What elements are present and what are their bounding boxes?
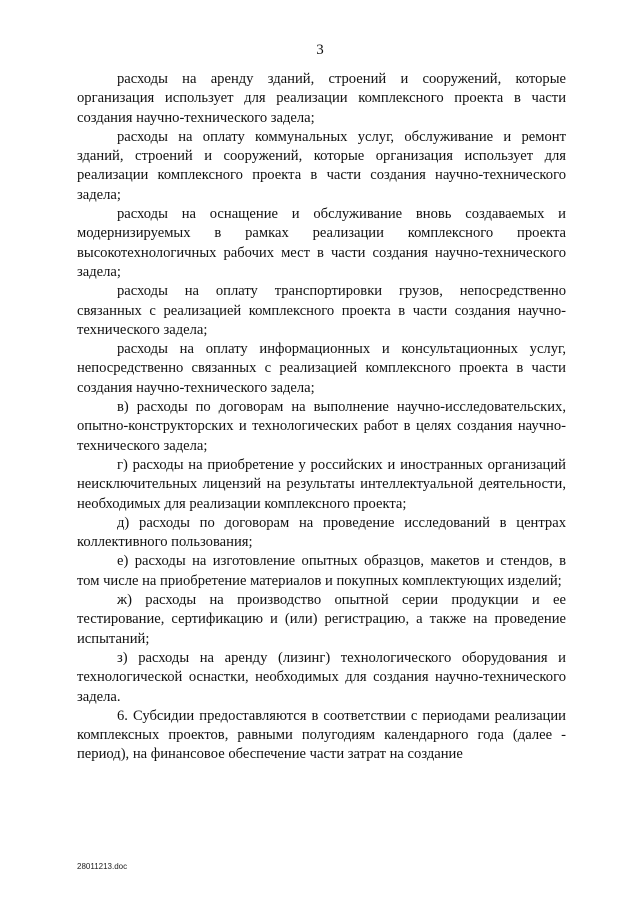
paragraph: расходы на оплату транспортировки грузов, непосредственно связанных с реализацией комплексного проекта в части создания научно-технического задела;	[77, 283, 566, 338]
paragraph: расходы на оснащение и обслуживание вновь создаваемых и модернизируемых в рамках реализации комплексного проекта высокотехнологичных рабочих мест в части создания научно-технического задела;	[77, 206, 566, 280]
paragraph: г) расходы на приобретение у российских и иностранных организаций неисключительных лицензий на результаты интеллектуальной деятельности, необходимых для реализации комплексного проекта;	[77, 456, 566, 512]
footer-file-code: 28011213.doc	[77, 862, 128, 871]
paragraph: 6. Субсидии предоставляются в соответствии с периодами реализации комплексных проектов, равными полугодиям календарного года (далее - период), на финансовое обеспечение части затрат на создание	[77, 707, 566, 763]
paragraph: ж) расходы на производство опытной серии продукции и ее тестирование, сертификацию и (или) регистрацию, а также на проведение испытаний;	[77, 592, 566, 647]
paragraph: расходы на аренду зданий, строений и сооружений, которые организация использует для реализации комплексного проекта в части создания научно-технического задела;	[77, 71, 566, 126]
page-number: 3	[316, 42, 324, 58]
paragraph: в) расходы по договорам на выполнение научно-исследовательских, опытно-конструкторских и технологических работ в целях создания научно-технического задела;	[77, 399, 566, 454]
paragraph: з) расходы на аренду (лизинг) технологического оборудования и технологической оснастки, необходимых для создания научно-технического задела.	[77, 649, 566, 705]
document-body	[77, 70, 566, 765]
paragraph: е) расходы на изготовление опытных образцов, макетов и стендов, в том числе на приобретение материалов и покупных комплектующих изделий;	[77, 553, 566, 589]
paragraph: расходы на оплату коммунальных услуг, обслуживание и ремонт зданий, строений и сооружений, которые организация использует для реализации комплексного проекта в части создания научно-технического задела;	[77, 128, 566, 203]
paragraph: д) расходы по договорам на проведение исследований в центрах коллективного пользования;	[77, 514, 566, 551]
paragraph: расходы на оплату информационных и консультационных услуг, непосредственно связанных с реализацией комплексного проекта в части создания научно-технического задела;	[77, 341, 566, 396]
